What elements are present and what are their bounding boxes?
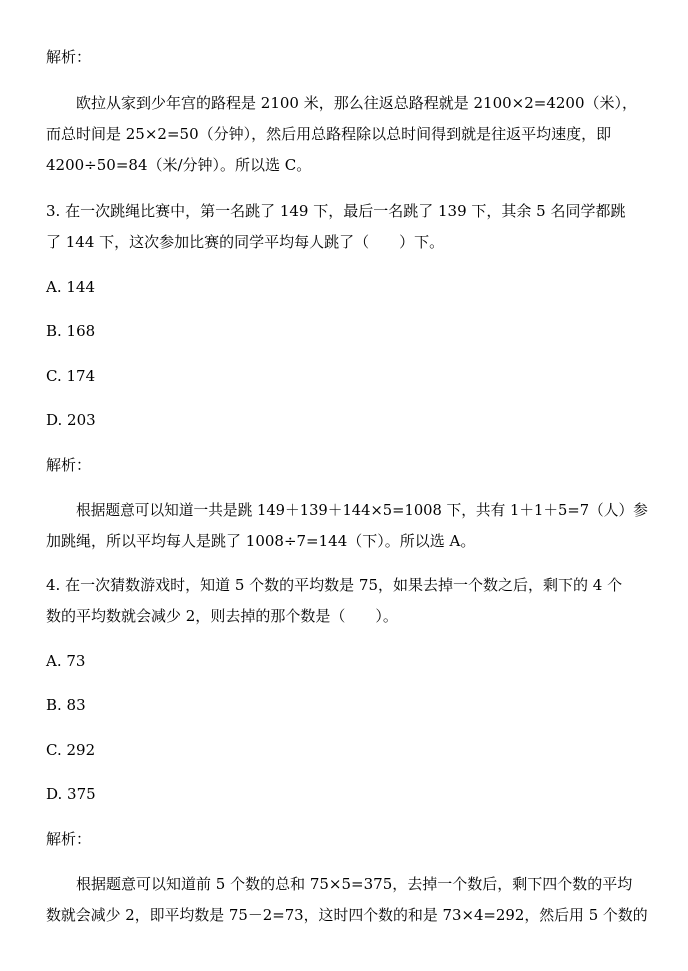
option-c: C. 292 [46, 741, 96, 759]
option-d: D. 203 [46, 411, 96, 429]
analysis-text-line: 根据题意可以知道前 5 个数的总和 75×5=375，去掉一个数后，剩下四个数的平均 [76, 875, 633, 893]
option-c: C. 174 [46, 367, 96, 385]
question-stem-line: 4. 在一次猜数游戏时，知道 5 个数的平均数是 75，如果去掉一个数之后，剩下的 4 个 [46, 576, 623, 594]
option-d: D. 375 [46, 785, 96, 803]
analysis-label: 解析： [46, 48, 92, 66]
question-stem-line: 数的平均数就会减少 2，则去掉的那个数是（ ）。 [46, 607, 398, 625]
question-stem-line: 3. 在一次跳绳比赛中，第一名跳了 149 下，最后一名跳了 139 下，其余 5 名同学都跳 [46, 202, 626, 220]
option-a: A. 73 [46, 652, 86, 670]
analysis-text-line: 4200÷50=84（米/分钟）。所以选 C。 [46, 156, 312, 174]
option-b: B. 168 [46, 322, 96, 340]
analysis-label: 解析： [46, 830, 92, 848]
analysis-label: 解析： [46, 456, 92, 474]
analysis-text-line: 根据题意可以知道一共是跳 149＋139＋144×5=1008 下，共有 1＋1＋5=7（人）参 [76, 501, 648, 519]
option-a: A. 144 [46, 278, 95, 296]
analysis-text-line: 欧拉从家到少年宫的路程是 2100 米，那么往返总路程就是 2100×2=4200（米）， [76, 94, 638, 112]
question-stem-line: 了 144 下，这次参加比赛的同学平均每人跳了（ ）下。 [46, 233, 445, 251]
option-b: B. 83 [46, 696, 86, 714]
analysis-text-line: 数就会减少 2，即平均数是 75－2=73，这时四个数的和是 73×4=292，然后用 5 个数的 [46, 906, 648, 924]
analysis-text-line: 而总时间是 25×2=50（分钟），然后用总路程除以总时间得到就是往返平均速度，即 [46, 125, 612, 143]
analysis-text-line: 加跳绳，所以平均每人是跳了 1008÷7=144（下）。所以选 A。 [46, 532, 476, 550]
